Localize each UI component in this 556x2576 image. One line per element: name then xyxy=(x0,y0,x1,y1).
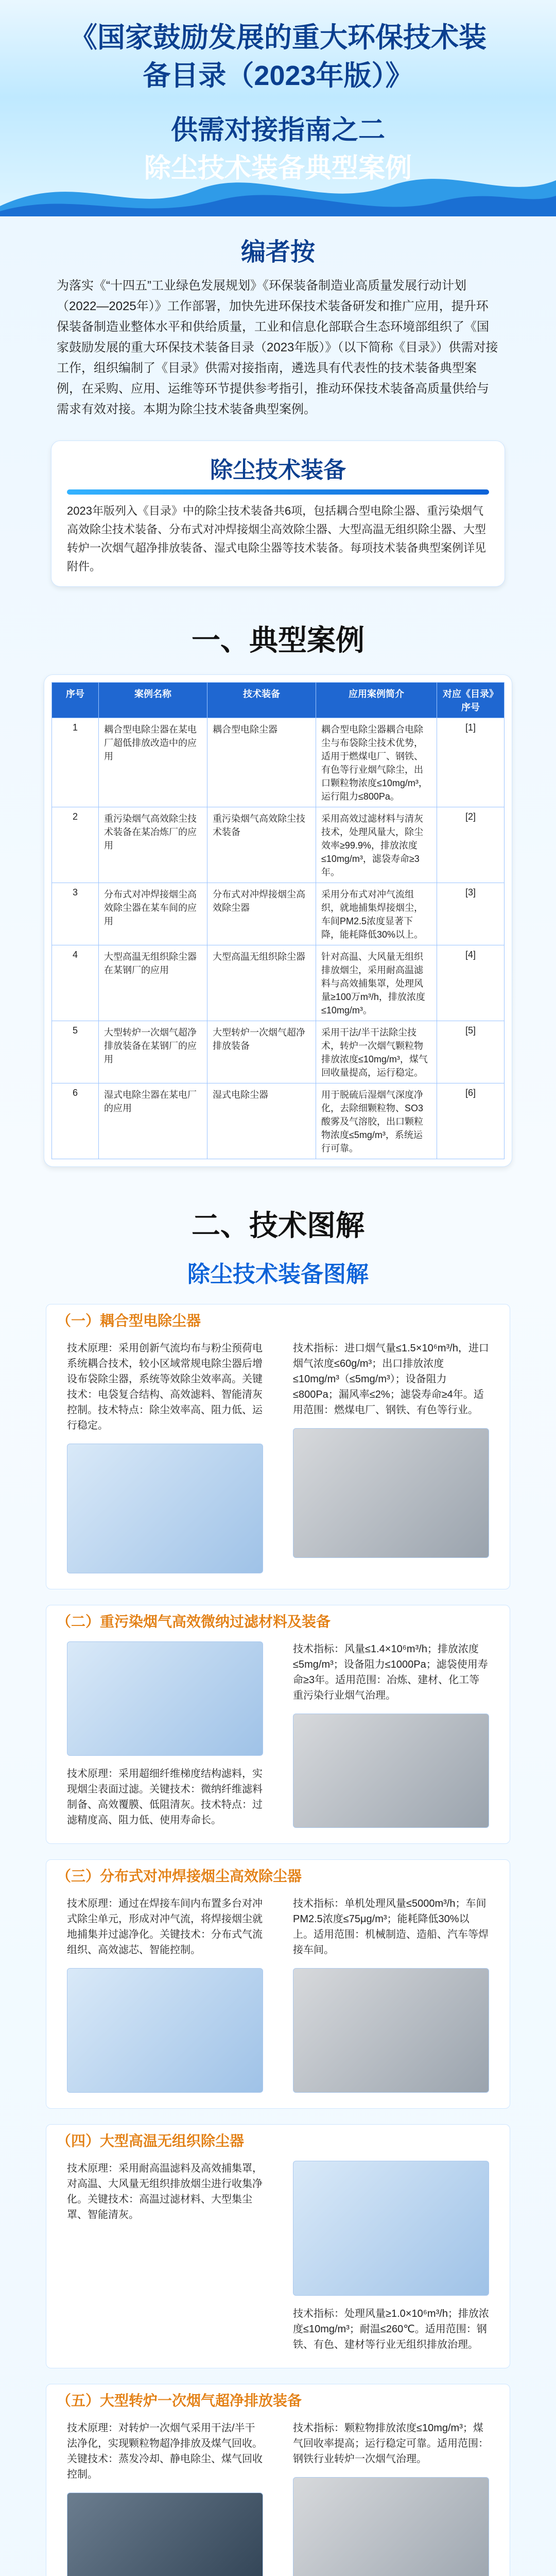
hero-banner xyxy=(0,0,556,216)
row-name: 分布式对冲焊接烟尘高效除尘器在某车间的应用 xyxy=(99,883,207,945)
row-intro: 耦合型电除尘器耦合电除尘与布袋除尘技术优势，适用于燃煤电厂、钢铁、有色等行业烟气除尘，出口颗粒物浓度≤10mg/m³，运行阻力≤800Pa。 xyxy=(316,718,437,807)
row-intro: 针对高温、大风量无组织排放烟尘，采用耐高温滤料与高效捕集罩，处理风量≥100万m³/h，排放浓度≤10mg/m³。 xyxy=(316,945,437,1021)
row-tech: 湿式电除尘器 xyxy=(207,1083,316,1159)
tech-item-1 xyxy=(46,1304,510,1589)
col-name: 案例名称 xyxy=(99,683,207,718)
divider-bar xyxy=(67,489,489,495)
dust-intro-card xyxy=(51,440,505,587)
row-name: 湿式电除尘器在某电厂的应用 xyxy=(99,1083,207,1159)
hero-title-line4: 除尘技术装备典型案例 xyxy=(144,154,412,183)
tech-item-3 xyxy=(46,1859,510,2109)
cases-table-header-row xyxy=(52,683,505,718)
tech-item-left-text: 技术原理：通过在焊接车间内布置多台对冲式除尘单元，形成对冲气流，将焊接烟尘就地捕集并过滤净化。关键技术：分布式气流组织、高效滤芯、智能控制。 xyxy=(67,1898,263,1956)
col-ref: 对应《目录》序号 xyxy=(437,683,505,718)
editor-note-text: 为落实《“十四五”工业绿色发展规划》《环保装备制造业高质量发展行动计划（2022—2025年）》工作部署，加快先进环保技术装备研发和推广应用，提升环保装备制造业整体水平和供给质量，工业和信息化部联合生态环境部组织了《国家鼓励发展的重大环保技术装备目录（2023年版）》（以下简称《目录》）供需对接工作，组织编制了《目录》供需对接指南，遴选具有代表性的技术装备典型案例，在采购、应用、运维等环节提供参考指引，推动环保技术装备高质量供给与需求有效对接。本期为除尘技术装备典型案例。 xyxy=(57,279,498,416)
table-row xyxy=(52,1021,505,1083)
tech-item-right-text: 技术指标：进口烟气量≤1.5×10⁶m³/h，进口烟气浓度≤60g/m³；出口排放浓度≤10mg/m³（≤5mg/m³）；设备阻力≤800Pa；漏风率≤2%；滤袋寿命≥4年。适用范围：燃煤电厂、钢铁、有色等行业。 xyxy=(293,1343,489,1416)
row-ref: [4] xyxy=(437,945,505,1021)
row-name: 大型转炉一次烟气超净排放装备在某钢厂的应用 xyxy=(99,1021,207,1083)
mountain-illustration xyxy=(0,160,556,216)
row-no: 6 xyxy=(52,1083,99,1159)
row-intro: 采用干法/半干法除尘技术，转炉一次烟气颗粒物排放浓度≤10mg/m³，煤气回收量提高，运行稳定。 xyxy=(316,1021,437,1083)
row-name: 大型高温无组织除尘器在某钢厂的应用 xyxy=(99,945,207,1021)
tech-item-left-text: 技术原理：采用超细纤维梯度结构滤料，实现烟尘表面过滤。关键技术：微纳纤维滤料制备、高效覆膜、低阻清灰。技术特点：过滤精度高、阻力低、使用寿命长。 xyxy=(67,1768,263,1826)
tech-item-title: （二）重污染烟气高效微纳过滤材料及装备 xyxy=(57,1614,331,1630)
tech-item-title: （三）分布式对冲焊接烟尘高效除尘器 xyxy=(57,1868,302,1884)
tech-item-title: （一）耦合型电除尘器 xyxy=(57,1313,201,1329)
hero-title-line2: 备目录（2023年版）》 xyxy=(143,60,413,91)
process-flow-diagram xyxy=(67,2493,263,2576)
row-no: 1 xyxy=(52,718,99,807)
section1-heading xyxy=(0,618,556,659)
row-tech: 大型高温无组织除尘器 xyxy=(207,945,316,1021)
row-tech: 大型转炉一次烟气超净排放装备 xyxy=(207,1021,316,1083)
row-no: 5 xyxy=(52,1021,99,1083)
illustration-heading: 除尘技术装备图解 xyxy=(187,1262,369,1287)
cases-table xyxy=(51,682,505,1159)
site-photo xyxy=(293,1714,489,1828)
editor-note-heading: 编者按 xyxy=(240,239,315,266)
structure-render xyxy=(293,2161,489,2296)
section2-heading xyxy=(0,1203,556,1244)
row-intro: 采用高效过滤材料与清灰技术，处理风量大，除尘效率≥99.9%，排放浓度≤10mg/m³，滤袋寿命≥3年。 xyxy=(316,807,437,883)
row-ref: [1] xyxy=(437,718,505,807)
section1-title: 一、典型案例 xyxy=(192,624,364,656)
hero-title-line3: 供需对接指南之二 xyxy=(170,115,385,145)
row-ref: [3] xyxy=(437,883,505,945)
row-no: 3 xyxy=(52,883,99,945)
table-row xyxy=(52,718,505,807)
tech-item-left-text: 技术原理：对转炉一次烟气采用干法/半干法净化，实现颗粒物超净排放及煤气回收。关键技术：蒸发冷却、静电除尘、煤气回收控制。 xyxy=(67,2422,263,2480)
tech-item-right-text: 技术指标：风量≤1.4×10⁶m³/h；排放浓度≤5mg/m³；设备阻力≤1000Pa；滤袋使用寿命≥3年。适用范围：冶炼、建材、化工等重污染行业烟气治理。 xyxy=(293,1643,488,1701)
col-intro: 应用案例简介 xyxy=(316,683,437,718)
tech-item-title: （五）大型转炉一次烟气超净排放装备 xyxy=(57,2393,302,2409)
workshop-photo xyxy=(293,1968,489,2093)
plant-photo xyxy=(293,2477,489,2576)
hero-title-line1: 《国家鼓励发展的重大环保技术装 xyxy=(70,22,486,53)
airflow-diagram xyxy=(67,1968,263,2093)
equipment-diagram xyxy=(67,1444,263,1573)
tech-item-title: （四）大型高温无组织除尘器 xyxy=(57,2133,245,2149)
section2-title: 二、技术图解 xyxy=(192,1209,364,1242)
row-ref: [6] xyxy=(437,1083,505,1159)
row-ref: [2] xyxy=(437,807,505,883)
row-no: 4 xyxy=(52,945,99,1021)
tech-item-right-text: 技术指标：处理风量≥1.0×10⁶m³/h；排放浓度≤10mg/m³；耐温≤260℃。适用范围：钢铁、有色、建材等行业无组织排放治理。 xyxy=(293,2308,489,2350)
row-ref: [5] xyxy=(437,1021,505,1083)
tech-item-right-text: 技术指标：颗粒物排放浓度≤10mg/m³；煤气回收率提高；运行稳定可靠。适用范围：钢铁行业转炉一次烟气治理。 xyxy=(293,2422,489,2465)
dust-intro-text: 2023年版列入《目录》中的除尘技术装备共6项，包括耦合型电除尘器、重污染烟气高效除尘技术装备、分布式对冲焊接烟尘高效除尘器、大型高温无组织除尘器、大型转炉一次烟气超净排放装备、湿式电除尘器等技术装备。每项技术装备典型案例详见附件。 xyxy=(67,504,486,573)
tech-item-left-text: 技术原理：采用耐高温滤料及高效捕集罩，对高温、大风量无组织排放烟尘进行收集净化。关键技术：高温过滤材料、大型集尘罩、智能清灰。 xyxy=(67,2163,263,2221)
row-intro: 采用分布式对冲气流组织，就地捕集焊接烟尘，车间PM2.5浓度显著下降，能耗降低30%以上。 xyxy=(316,883,437,945)
dust-intro-heading: 除尘技术装备 xyxy=(210,457,346,483)
table-row xyxy=(52,883,505,945)
table-row xyxy=(52,1083,505,1159)
table-row xyxy=(52,807,505,883)
tech-item-right-text: 技术指标：单机处理风量≤5000m³/h；车间PM2.5浓度≤75μg/m³；能耗降低30%以上。适用范围：机械制造、造船、汽车等焊接车间。 xyxy=(293,1898,489,1956)
row-intro: 用于脱硫后湿烟气深度净化，去除细颗粒物、SO3酸雾及气溶胶，出口颗粒物浓度≤5mg/m³，系统运行可靠。 xyxy=(316,1083,437,1159)
row-name: 重污染烟气高效除尘技术装备在某冶炼厂的应用 xyxy=(99,807,207,883)
col-no: 序号 xyxy=(52,683,99,718)
tech-item-2 xyxy=(46,1605,510,1844)
cases-table-card xyxy=(44,674,512,1167)
tech-item-5 xyxy=(46,2384,510,2576)
equipment-photo xyxy=(293,1428,489,1558)
table-row xyxy=(52,945,505,1021)
row-tech: 耦合型电除尘器 xyxy=(207,718,316,807)
tech-item-left-text: 技术原理：采用创新气流均布与粉尘预荷电系统耦合技术，较小区域常规电除尘器后增设布袋除尘器，系统等效除尘效率高。关键技术：电袋复合结构、高效滤料、智能清灰控制。技术特点：除尘效率高、阻力低、运行稳定。 xyxy=(67,1343,263,1431)
row-no: 2 xyxy=(52,807,99,883)
filter-material-photo xyxy=(67,1641,263,1756)
col-tech: 技术装备 xyxy=(207,683,316,718)
row-tech: 分布式对冲焊接烟尘高效除尘器 xyxy=(207,883,316,945)
tech-item-4 xyxy=(46,2124,510,2368)
row-name: 耦合型电除尘器在某电厂超低排放改造中的应用 xyxy=(99,718,207,807)
row-tech: 重污染烟气高效除尘技术装备 xyxy=(207,807,316,883)
